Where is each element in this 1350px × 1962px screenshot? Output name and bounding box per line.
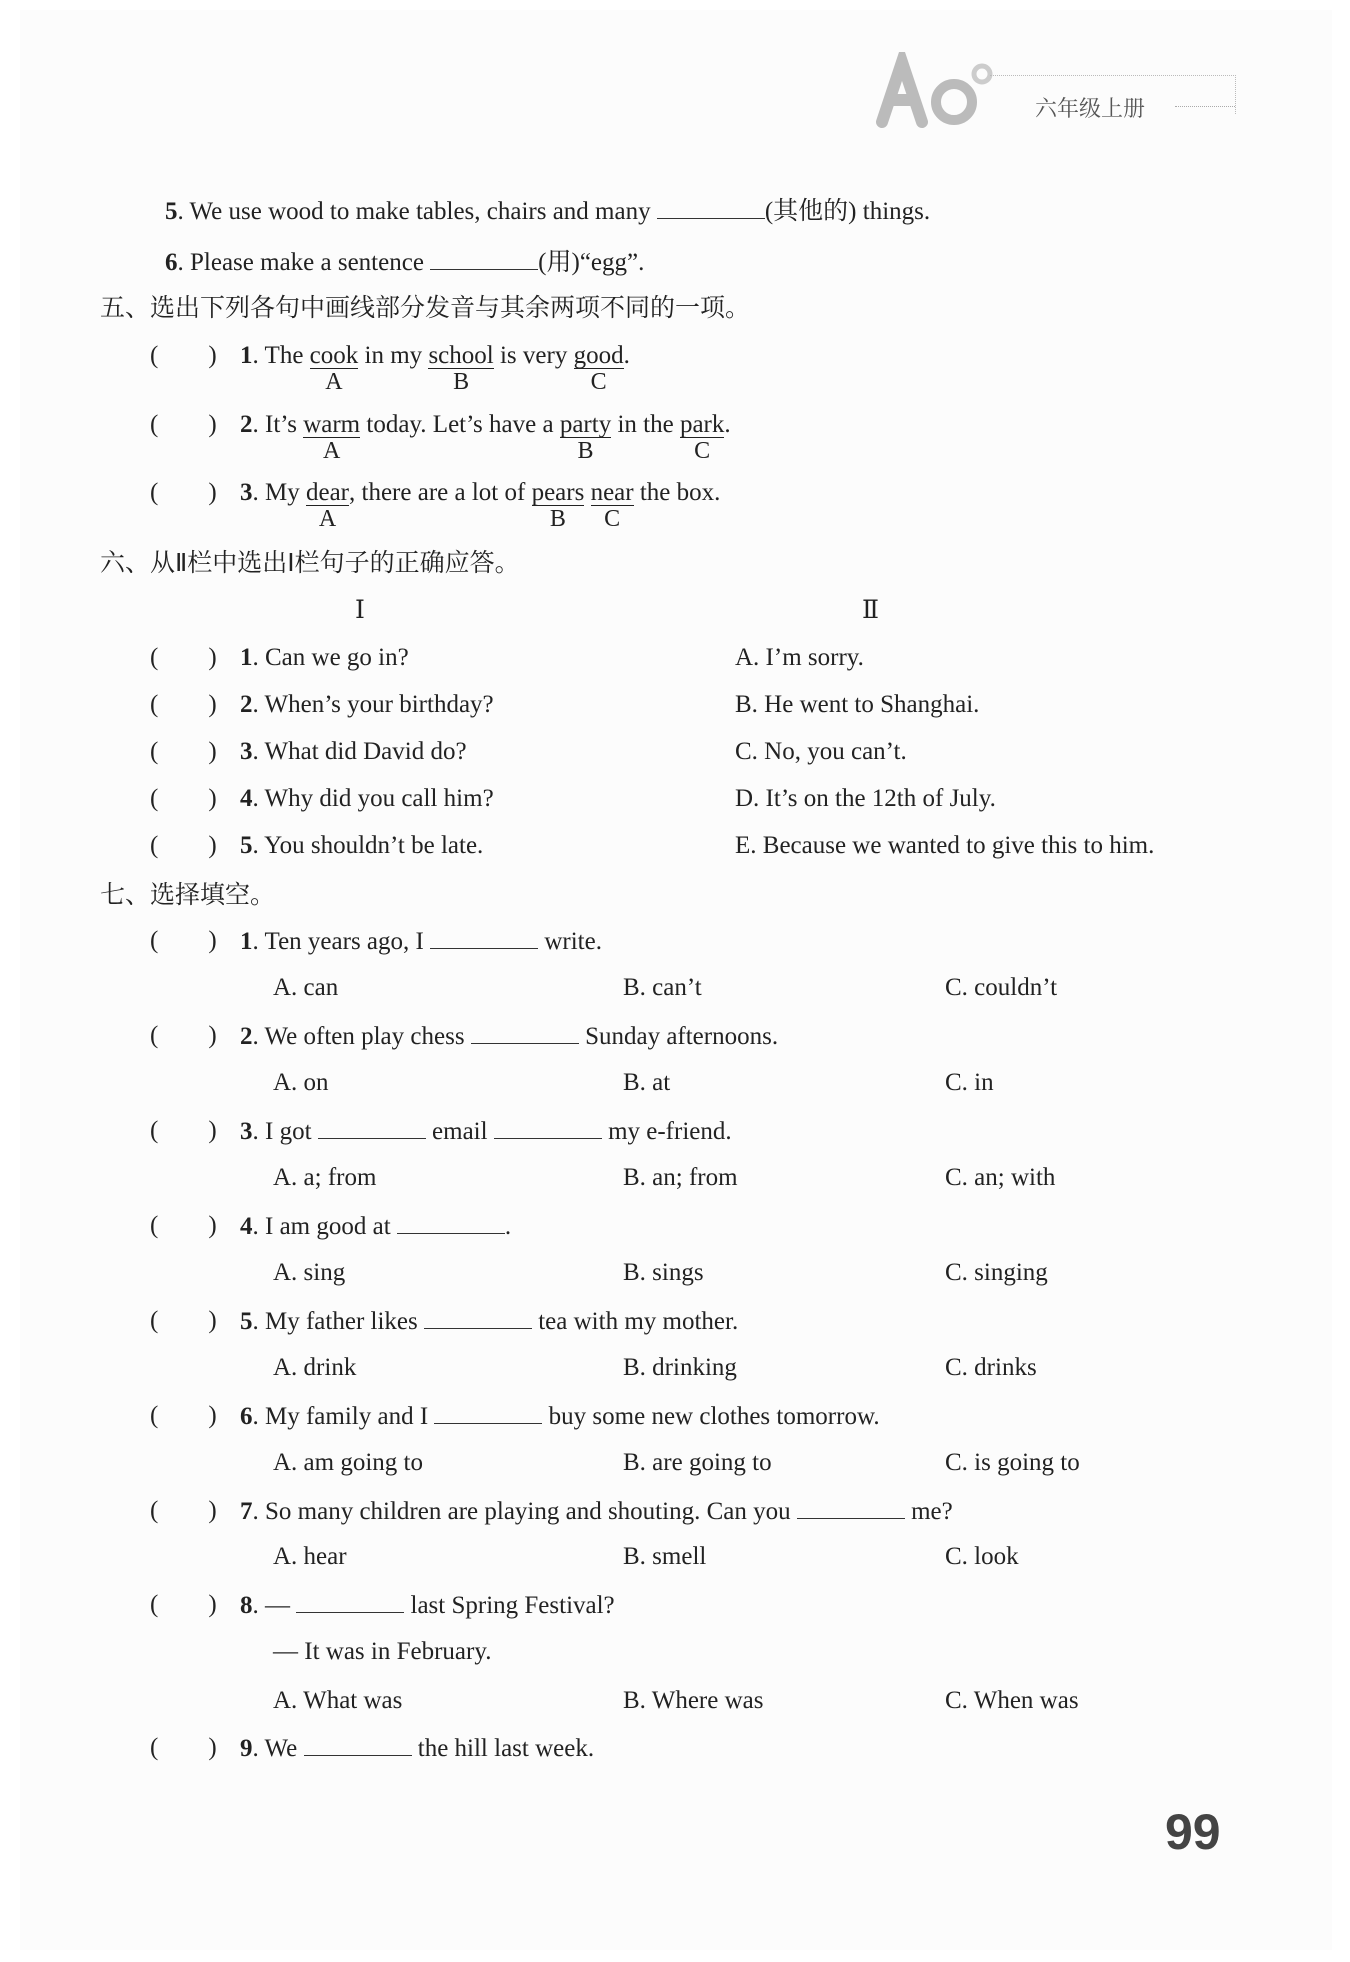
sec6-left-3: 3. What did David do?: [240, 738, 467, 765]
fill-q6: 6. Please make a sentence (用)“egg”.: [165, 249, 645, 276]
option-a[interactable]: A. hear: [273, 1543, 347, 1570]
option-b[interactable]: B. are going to: [623, 1449, 772, 1476]
answer-blank[interactable]: [304, 1733, 412, 1756]
option-c[interactable]: C. singing: [945, 1259, 1048, 1286]
page-number: 99: [1165, 1804, 1221, 1860]
column-1-heading: Ⅰ: [355, 597, 365, 624]
sec7-item-4: 4. I am good at .: [240, 1213, 512, 1240]
answer-blank[interactable]: [494, 1116, 602, 1139]
answer-blank[interactable]: [797, 1496, 905, 1519]
sec6-right-c: C. No, you can’t.: [735, 738, 907, 765]
sec5-item-3: 3. My dear A , there are a lot of pears B near C the box.: [240, 479, 721, 532]
answer-paren[interactable]: ( ): [150, 738, 217, 765]
option-b[interactable]: B. at: [623, 1069, 671, 1096]
sec7-item-8: 8. — last Spring Festival?: [240, 1592, 615, 1619]
answer-paren[interactable]: ( ): [150, 785, 217, 812]
option-b[interactable]: B. drinking: [623, 1354, 737, 1381]
answer-blank[interactable]: [657, 196, 765, 219]
answer-paren[interactable]: ( ): [150, 1402, 217, 1429]
option-c[interactable]: C. in: [945, 1069, 994, 1096]
answer-paren[interactable]: ( ): [150, 691, 217, 718]
answer-paren[interactable]: ( ): [150, 1117, 217, 1144]
sec6-right-d: D. It’s on the 12th of July.: [735, 785, 996, 812]
answer-paren[interactable]: ( ): [150, 1734, 217, 1761]
sec6-right-e: E. Because we wanted to give this to him.: [735, 832, 1155, 859]
sec7-item-1: 1. Ten years ago, I write.: [240, 928, 602, 955]
sec7-item-5: 5. My father likes tea with my mother.: [240, 1308, 739, 1335]
option-a[interactable]: A. can: [273, 974, 339, 1001]
answer-blank[interactable]: [430, 926, 538, 949]
sec5-item-1: 1. The cook A in my school B is very good C .: [240, 342, 630, 395]
answer-paren[interactable]: ( ): [150, 1497, 217, 1524]
sec7-item-2: 2. We often play chess Sunday afternoons.: [240, 1023, 779, 1050]
option-a[interactable]: A. sing: [273, 1259, 346, 1286]
option-a[interactable]: A. drink: [273, 1354, 357, 1381]
option-c[interactable]: C. look: [945, 1543, 1019, 1570]
answer-paren[interactable]: ( ): [150, 1212, 217, 1239]
option-c[interactable]: C. an; with: [945, 1164, 1056, 1191]
answer-paren[interactable]: ( ): [150, 479, 217, 506]
answer-paren[interactable]: ( ): [150, 1022, 217, 1049]
header-dots: [1175, 106, 1235, 107]
sec6-left-4: 4. Why did you call him?: [240, 785, 494, 812]
option-a[interactable]: A. What was: [273, 1687, 403, 1714]
option-c[interactable]: C. When was: [945, 1687, 1079, 1714]
column-2-heading: Ⅱ: [862, 597, 879, 624]
sec6-right-b: B. He went to Shanghai.: [735, 691, 980, 718]
answer-paren[interactable]: ( ): [150, 342, 217, 369]
option-b[interactable]: B. an; from: [623, 1164, 738, 1191]
answer-blank[interactable]: [296, 1590, 404, 1613]
answer-blank[interactable]: [424, 1306, 532, 1329]
answer-blank[interactable]: [318, 1116, 426, 1139]
section-6-title: 六、从Ⅱ栏中选出Ⅰ栏句子的正确应答。: [100, 548, 520, 577]
sec6-left-1: 1. Can we go in?: [240, 644, 409, 671]
answer-paren[interactable]: ( ): [150, 1307, 217, 1334]
option-c[interactable]: C. is going to: [945, 1449, 1080, 1476]
option-b[interactable]: B. can’t: [623, 974, 702, 1001]
dialogue-answer: — It was in February.: [273, 1638, 492, 1665]
answer-blank[interactable]: [397, 1211, 505, 1234]
sec6-left-2: 2. When’s your birthday?: [240, 691, 494, 718]
fill-q5: 5. We use wood to make tables, chairs and many (其他的) things.: [165, 198, 931, 225]
option-b[interactable]: B. sings: [623, 1259, 704, 1286]
sec7-item-3: 3. I got email my e-friend.: [240, 1118, 732, 1145]
sec7-item-9: 9. We the hill last week.: [240, 1735, 595, 1762]
option-a[interactable]: A. a; from: [273, 1164, 377, 1191]
answer-paren[interactable]: ( ): [150, 1591, 217, 1618]
answer-paren[interactable]: ( ): [150, 927, 217, 954]
answer-paren[interactable]: ( ): [150, 832, 217, 859]
section-5-title: 五、选出下列各句中画线部分发音与其余两项不同的一项。: [100, 293, 751, 322]
sec7-item-7: 7. So many children are playing and shouting. Can you me?: [240, 1498, 953, 1525]
sec6-left-5: 5. You shouldn’t be late.: [240, 832, 484, 859]
option-c[interactable]: C. couldn’t: [945, 974, 1058, 1001]
answer-paren[interactable]: ( ): [150, 411, 217, 438]
answer-paren[interactable]: ( ): [150, 644, 217, 671]
abc-logo-icon: [872, 52, 1002, 132]
option-b[interactable]: B. smell: [623, 1543, 707, 1570]
sec7-item-6: 6. My family and I buy some new clothes tomorrow.: [240, 1403, 880, 1430]
answer-blank[interactable]: [430, 247, 538, 270]
sec5-item-2: 2. It’s warm A today. Let’s have a party B in the park C .: [240, 411, 731, 464]
section-7-title: 七、选择填空。: [100, 880, 276, 909]
sec6-right-a: A. I’m sorry.: [735, 644, 864, 671]
option-a[interactable]: A. on: [273, 1069, 329, 1096]
answer-blank[interactable]: [471, 1021, 579, 1044]
grade-label: 六年级上册: [1035, 97, 1146, 122]
option-a[interactable]: A. am going to: [273, 1449, 423, 1476]
answer-blank[interactable]: [434, 1401, 542, 1424]
option-c[interactable]: C. drinks: [945, 1354, 1037, 1381]
option-b[interactable]: B. Where was: [623, 1687, 764, 1714]
